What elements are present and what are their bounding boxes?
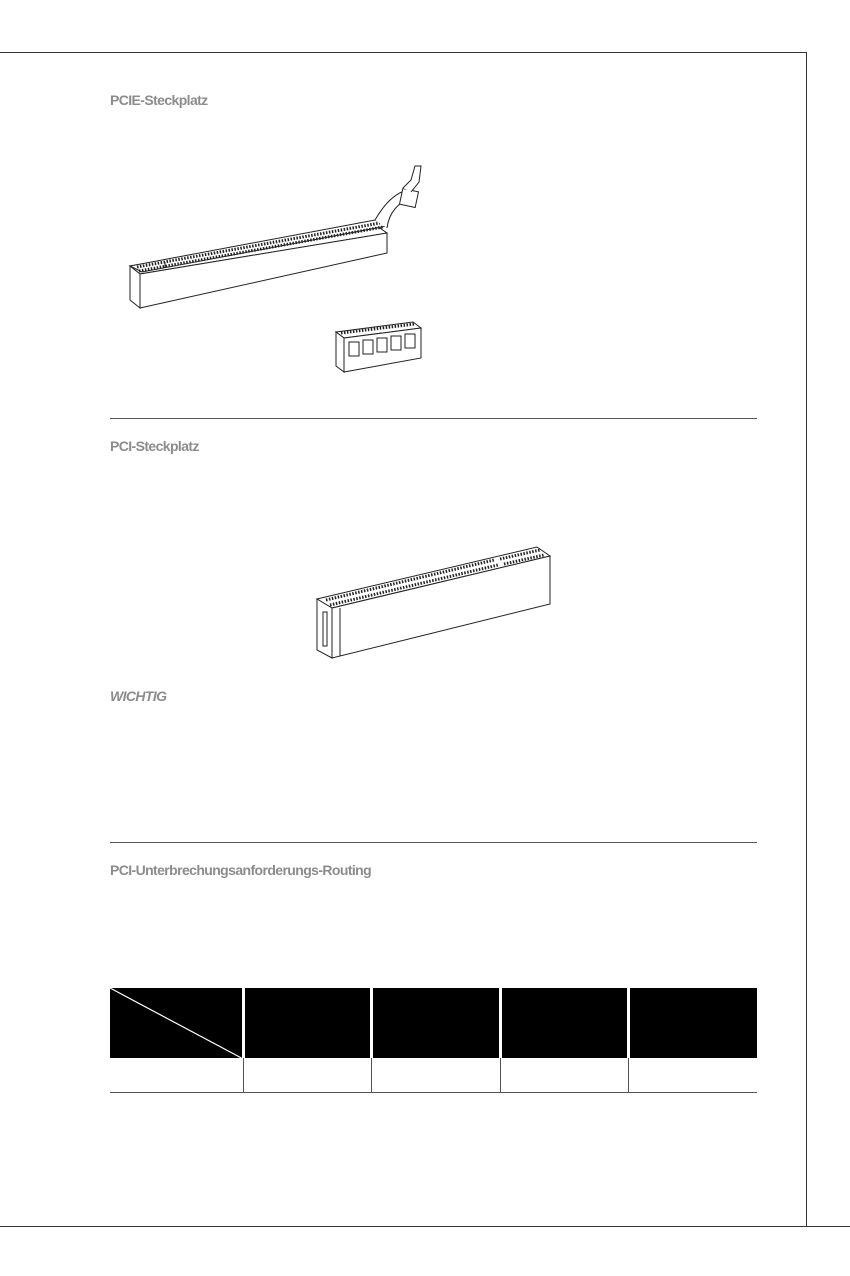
table-header-cell: [500, 988, 628, 1058]
table-header-cell: [628, 988, 757, 1058]
table-cell: [371, 1058, 500, 1093]
section-divider: [110, 842, 757, 843]
table-cell: [500, 1058, 628, 1093]
table-cell: [110, 1058, 243, 1093]
table-row: [110, 1058, 757, 1093]
table-header-cell: [243, 988, 371, 1058]
table-cell: [628, 1058, 757, 1093]
important-heading: WICHTIG: [110, 688, 167, 704]
pci-slot-heading: PCI-Steckplatz: [110, 438, 199, 454]
pcie-x1-slot-icon: [333, 318, 425, 376]
table-header-corner: [110, 988, 243, 1058]
table-cell: [243, 1058, 371, 1093]
section-divider: [110, 418, 757, 419]
pcie-slot-heading: PCIE-Steckplatz: [110, 92, 208, 108]
table-header-cell: [371, 988, 500, 1058]
pci-slot-icon: [312, 542, 557, 662]
page-frame-bottom: [0, 1226, 850, 1227]
page-frame-right: [806, 52, 807, 1227]
irq-routing-table: [110, 988, 757, 1093]
table-header-row: [110, 988, 757, 1058]
diagonal-divider: [110, 988, 242, 1058]
irq-routing-heading: PCI-Unterbrechungsanforderungs-Routing: [110, 862, 372, 878]
pcie-x16-slot-icon: [125, 158, 435, 313]
page-frame-top: [0, 52, 806, 53]
